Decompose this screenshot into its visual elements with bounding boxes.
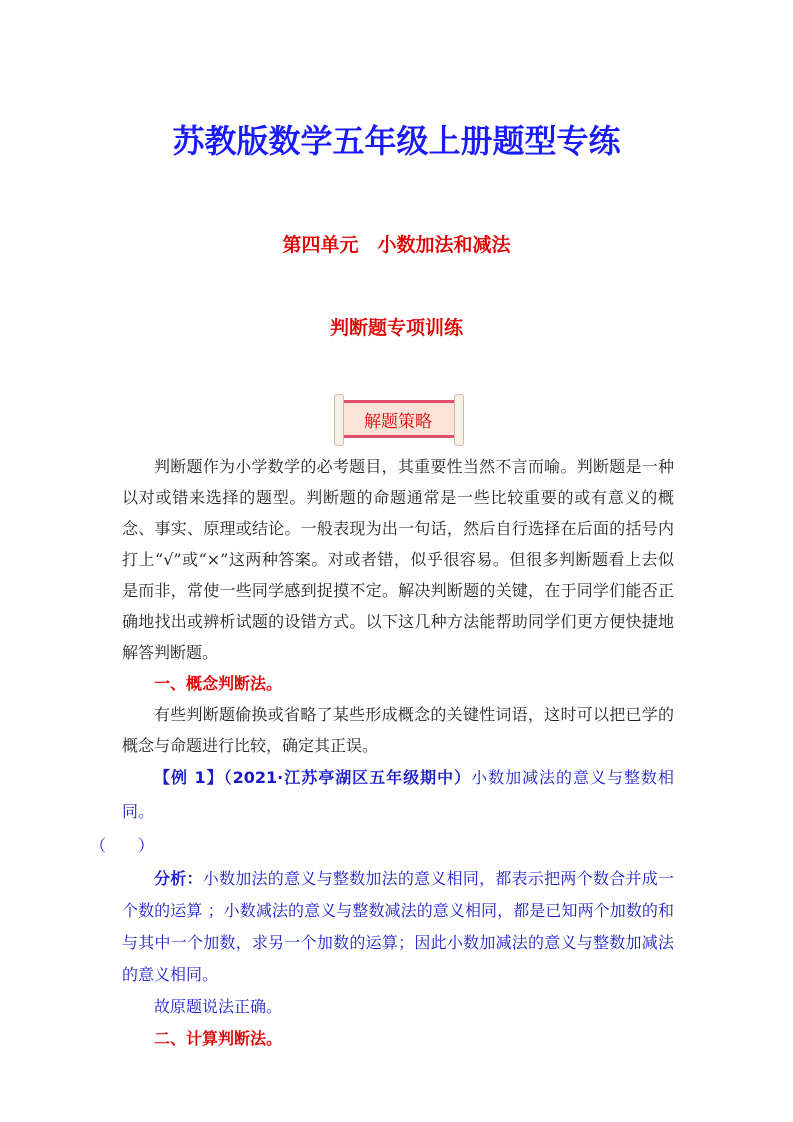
answer-blank: （ ）: [90, 836, 155, 855]
document-body: [90, 451, 674, 1055]
banner-label: 解题策略: [364, 412, 432, 432]
method2-heading: 二、计算判断法。: [154, 1029, 283, 1048]
intro-paragraph: 判断题作为小学数学的必考题目，其重要性当然不言而喻。判断题是一种以对或错来选择的题型。判断题的命题通常是一些比较重要的或有意义的概念、事实、原理或结论。一般表现为出一句话，然后自行选择在后面的括号内打上“√”或“×”这两种答案。对或者错，似乎很容易。但很多判断题看上去似是而非，常使一些同学感到捉摸不定。解决判断题的关键，在于同学们能否正确地找出或辨析试题的设错方式。以下这几种方法能帮助同学们更方便快捷地解答判断题。: [122, 457, 674, 662]
analysis-text: 小数加法的意义与整数加法的意义相同，都表示把两个数合并成一个数的运算 ；小数减法的意义与整数减法的意义相同，都是已知两个加数的和与其中一个加数，求另一个加数的运算；因此小数加减法的意义与整数加减法的意义相同。: [122, 869, 674, 984]
example1: [90, 761, 674, 863]
example1-label: 【例 1】（2021·江苏亭湖区五年级期中）: [154, 768, 472, 787]
conclusion: 故原题说法正确。: [154, 997, 283, 1016]
example1-question: 小数加减法的意义与整数相同。: [122, 768, 674, 821]
method1-heading: 一、概念判断法。: [154, 674, 283, 693]
document-title: 苏教版数学五年级上册题型专练: [172, 122, 621, 160]
analysis-label: 分析：: [154, 869, 203, 888]
analysis: [122, 863, 674, 991]
unit-heading: 第四单元 小数加法和减法: [282, 234, 511, 256]
method1-text: 有些判断题偷换或省略了某些形成概念的关键性词语，这时可以把已学的概念与命题进行比较，确定其正误。: [122, 705, 674, 755]
section-heading: 判断题专项训练: [329, 317, 463, 339]
scroll-banner: [330, 392, 466, 446]
